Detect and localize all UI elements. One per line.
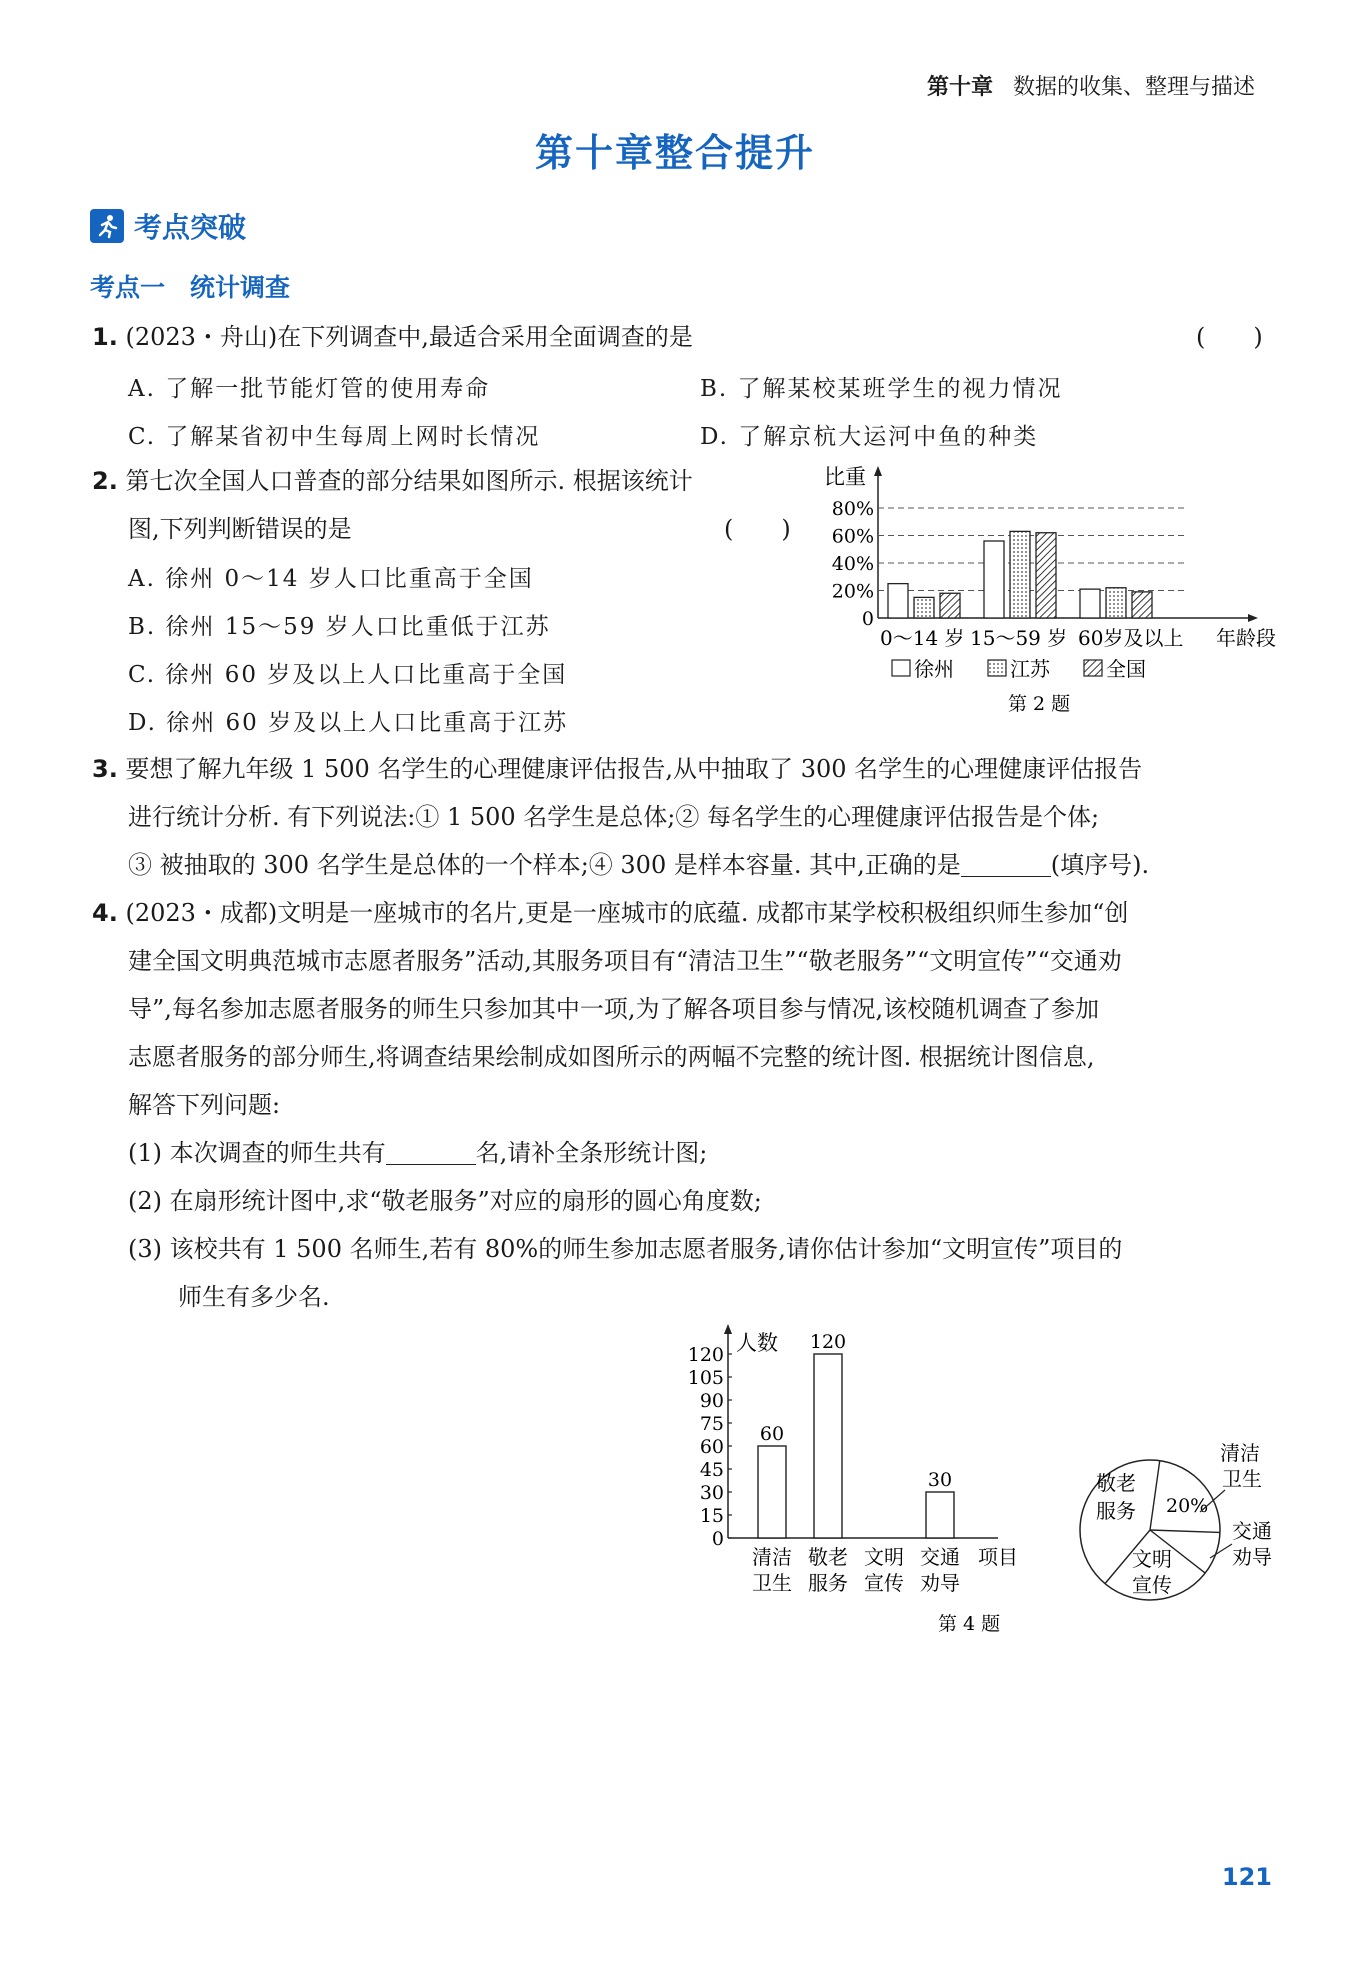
x-tick-label: 劝导 [920, 1571, 960, 1595]
y-tick-label: 45 [699, 1459, 724, 1481]
bar [1036, 533, 1056, 618]
q4-part3b: 师生有多少名. [178, 1283, 330, 1311]
pie-label: 文明 [1132, 1547, 1172, 1571]
x-tick-label: 0～14 岁 [880, 626, 965, 650]
q2-text1: 第七次全国人口普查的部分结果如图所示. 根据该统计 [125, 467, 693, 495]
x-axis-label: 项目 [978, 1545, 1018, 1569]
bar [1106, 588, 1126, 618]
y-tick-label: 105 [687, 1367, 724, 1389]
q2-line1 [92, 464, 693, 498]
q4-line2: 建全国文明典范城市志愿者服务”活动,其服务项目有“清洁卫生”“敬老服务”“文明宣传”“交通劝 [128, 947, 1122, 975]
y-tick-label: 60% [831, 525, 874, 548]
q1-option-d: D. 了解京杭大运河中鱼的种类 [700, 424, 1039, 450]
pie-label: 宣传 [1132, 1573, 1172, 1597]
q1-bracket: ( ) [1196, 323, 1263, 351]
q2-bracket: ( ) [724, 515, 791, 543]
q4-answer-blank[interactable] [386, 1140, 476, 1165]
legend-swatch [892, 660, 910, 676]
q1-option-c: C. 了解某省初中生每周上网时长情况 [128, 424, 541, 450]
x-tick-label: 敬老 [808, 1545, 848, 1569]
bar [926, 1492, 954, 1538]
page-header [927, 70, 1255, 101]
y-axis-label: 人数 [736, 1331, 778, 1355]
data-label: 60 [759, 1423, 785, 1445]
page-number: 121 [1221, 1863, 1272, 1891]
q4-text1: (2023・成都)文明是一座城市的名片,更是一座城市的底蕴. 成都市某学校积极组织师生参加“创 [125, 899, 1129, 927]
q4-line1 [92, 896, 1128, 930]
q2-option-d: D. 徐州 60 岁及以上人口比重高于江苏 [128, 710, 569, 736]
section-label: 考点突破 [134, 211, 247, 244]
q4-part2: (2) 在扇形统计图中,求“敬老服务”对应的扇形的圆心角度数; [128, 1187, 762, 1215]
q3-line2: 进行统计分析. 有下列说法:① 1 500 名学生是总体;② 每名学生的心理健康评估报告是个体; [128, 803, 1100, 831]
q4-line3: 导”,每名参加志愿者服务的师生只参加其中一项,为了解各项目参与情况,该校随机调查了参加 [128, 995, 1100, 1023]
subsection-heading: 考点一 统计调查 [90, 273, 291, 302]
chart-caption: 第 4 题 [938, 1613, 1001, 1635]
q4-part3a: (3) 该校共有 1 500 名师生,若有 80%的师生参加志愿者服务,请你估计参加“文明宣传”项目的 [128, 1235, 1123, 1263]
x-tick-label: 宣传 [864, 1571, 904, 1595]
q4-part1 [128, 1136, 707, 1170]
bar [984, 541, 1004, 618]
q3-text3a: ③ 被抽取的 300 名学生是总体的一个样本;④ 300 是样本容量. 其中,正确的是 [128, 851, 961, 879]
q2-line2: 图,下列判断错误的是 [128, 515, 352, 543]
q3-number: 3. [92, 755, 118, 783]
page-title: 第十章整合提升 [534, 131, 815, 175]
q4-part1b: 名,请补全条形统计图; [475, 1139, 708, 1167]
y-tick-label: 80% [831, 498, 874, 520]
pie-annotation: 20% [1166, 1495, 1209, 1517]
q4-bar-chart [670, 1320, 1040, 1640]
chart-caption: 第 2 题 [1008, 693, 1071, 715]
y-tick-label: 75 [699, 1413, 724, 1435]
y-tick-label: 0 [711, 1528, 724, 1550]
q2-option-a: A. 徐州 0～14 岁人口比重高于全国 [128, 566, 534, 592]
runner-icon [90, 209, 124, 243]
pie-label: 敬老 [1096, 1471, 1136, 1495]
q2-number: 2. [92, 467, 118, 495]
y-tick-label: 0 [861, 608, 874, 630]
y-tick-label: 30 [699, 1482, 724, 1504]
legend-label: 徐州 [914, 657, 954, 681]
pie-label: 清洁 [1220, 1441, 1260, 1465]
q3-line1 [92, 752, 1142, 786]
header-chapter: 第十章 [926, 75, 993, 100]
q3-line3 [128, 848, 1149, 882]
bar [1010, 531, 1030, 618]
q1-stem [92, 320, 693, 354]
bar [1080, 589, 1100, 618]
y-tick-label: 20% [831, 580, 874, 603]
q1-option-a: A. 了解一批节能灯管的使用寿命 [128, 376, 491, 402]
q1-option-b: B. 了解某校某班学生的视力情况 [700, 376, 1063, 402]
q4-line4: 志愿者服务的部分师生,将调查结果绘制成如图所示的两幅不完整的统计图. 根据统计图信息, [128, 1043, 1095, 1071]
y-tick-label: 120 [687, 1344, 724, 1366]
q2-option-c: C. 徐州 60 岁及以上人口比重高于全国 [128, 662, 568, 688]
q3-text3b: (填序号). [1050, 851, 1150, 879]
q3-answer-blank[interactable] [961, 852, 1051, 877]
q4-line5: 解答下列问题: [128, 1091, 281, 1119]
pie-label: 服务 [1096, 1499, 1136, 1523]
y-axis-label: 比重 [824, 465, 866, 489]
pie-label: 交通 [1232, 1519, 1272, 1543]
x-tick-label: 清洁 [752, 1545, 792, 1569]
q3-text1: 要想了解九年级 1 500 名学生的心理健康评估报告,从中抽取了 300 名学生的心理健康评估报告 [125, 755, 1143, 783]
y-tick-label: 40% [831, 553, 874, 575]
y-axis-arrow [874, 466, 882, 476]
q4-part1a: (1) 本次调查的师生共有 [128, 1139, 386, 1167]
legend-swatch [988, 660, 1006, 676]
section-heading [90, 206, 246, 246]
bar [758, 1446, 786, 1538]
x-tick-label: 15～59 岁 [970, 626, 1068, 650]
x-tick-label: 交通 [920, 1545, 960, 1569]
x-tick-label: 卫生 [752, 1571, 792, 1595]
x-tick-label: 服务 [808, 1571, 848, 1595]
header-topic: 数据的收集、整理与描述 [1012, 75, 1255, 100]
pie-label: 卫生 [1222, 1467, 1262, 1491]
bar [1132, 592, 1152, 618]
bar [888, 584, 908, 618]
x-axis-arrow [1248, 614, 1258, 622]
y-axis-arrow [724, 1324, 732, 1334]
bar [814, 1354, 842, 1538]
data-label: 30 [927, 1469, 953, 1491]
q4-pie-chart [1060, 1440, 1300, 1610]
pie-label: 劝导 [1232, 1545, 1272, 1569]
q4-number: 4. [92, 899, 118, 927]
legend-label: 江苏 [1010, 657, 1050, 681]
q1-text: (2023・舟山)在下列调查中,最适合采用全面调查的是 [125, 323, 693, 351]
legend-swatch [1084, 660, 1102, 676]
x-axis-label: 年龄段 [1216, 626, 1276, 650]
x-tick-label: 60岁及以上 [1078, 626, 1184, 650]
legend-label: 全国 [1106, 657, 1146, 681]
q2-bar-chart [820, 462, 1280, 722]
q1-number: 1. [92, 323, 118, 351]
y-tick-label: 60 [699, 1436, 724, 1458]
y-tick-label: 15 [699, 1505, 724, 1527]
q2-option-b: B. 徐州 15～59 岁人口比重低于江苏 [128, 614, 551, 640]
bar [940, 593, 960, 618]
y-tick-label: 90 [699, 1390, 724, 1412]
data-label: 120 [809, 1331, 847, 1353]
x-tick-label: 文明 [864, 1545, 904, 1569]
bar [914, 597, 934, 618]
